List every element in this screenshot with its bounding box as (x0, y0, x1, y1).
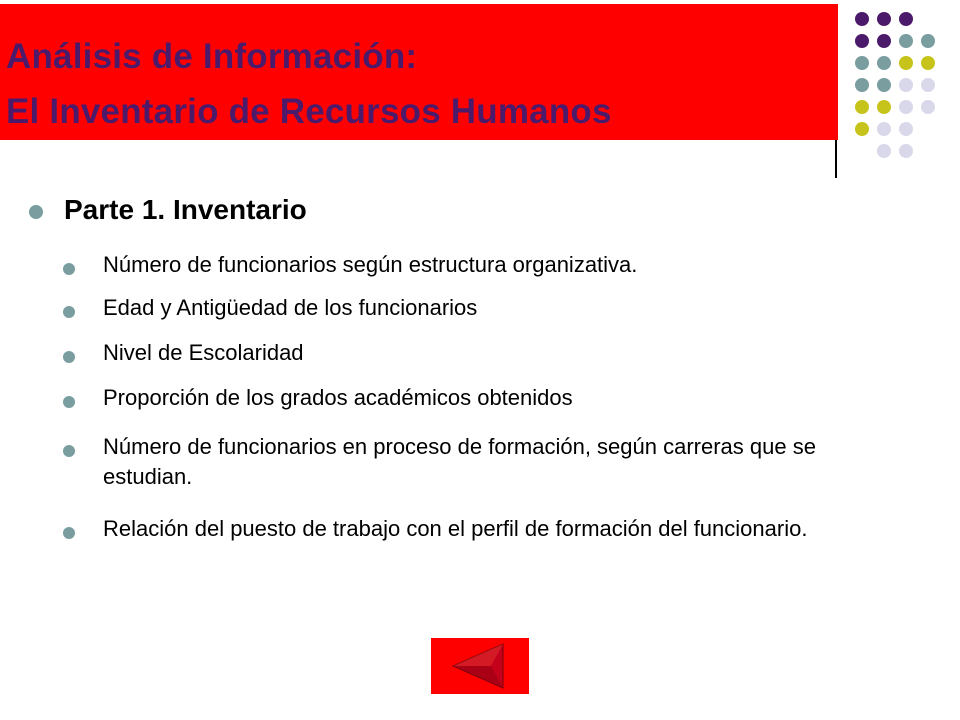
list-item-text: Relación del puesto de trabajo con el perfil de formación del funcionario. (103, 516, 808, 541)
slide-title-line-1: Análisis de Información: (6, 37, 418, 76)
bullet-dot-icon (63, 527, 75, 539)
slide-title-line-2: El Inventario de Recursos Humanos (6, 92, 612, 131)
list-item-text: Proporción de los grados académicos obtenidos (103, 385, 573, 410)
bullet-dot-icon (63, 306, 75, 318)
bullet-dot-icon (63, 396, 75, 408)
back-arrow-icon (431, 638, 529, 694)
bullet-dot-icon (63, 263, 75, 275)
main-bullet: Parte 1. Inventario (64, 194, 307, 225)
list-item-text: Nivel de Escolaridad (103, 340, 304, 365)
bullet-dot-icon (29, 205, 43, 219)
bullet-dot-icon (63, 445, 75, 457)
back-button[interactable] (431, 638, 529, 694)
list-item-text: Número de funcionarios según estructura organizativa. (103, 252, 638, 277)
list-item-text: Edad y Antigüedad de los funcionarios (103, 295, 478, 320)
bullet-dot-icon (63, 351, 75, 363)
list-item-text: Número de funcionarios en proceso de formación, según carreras que se estudian. (103, 434, 816, 489)
